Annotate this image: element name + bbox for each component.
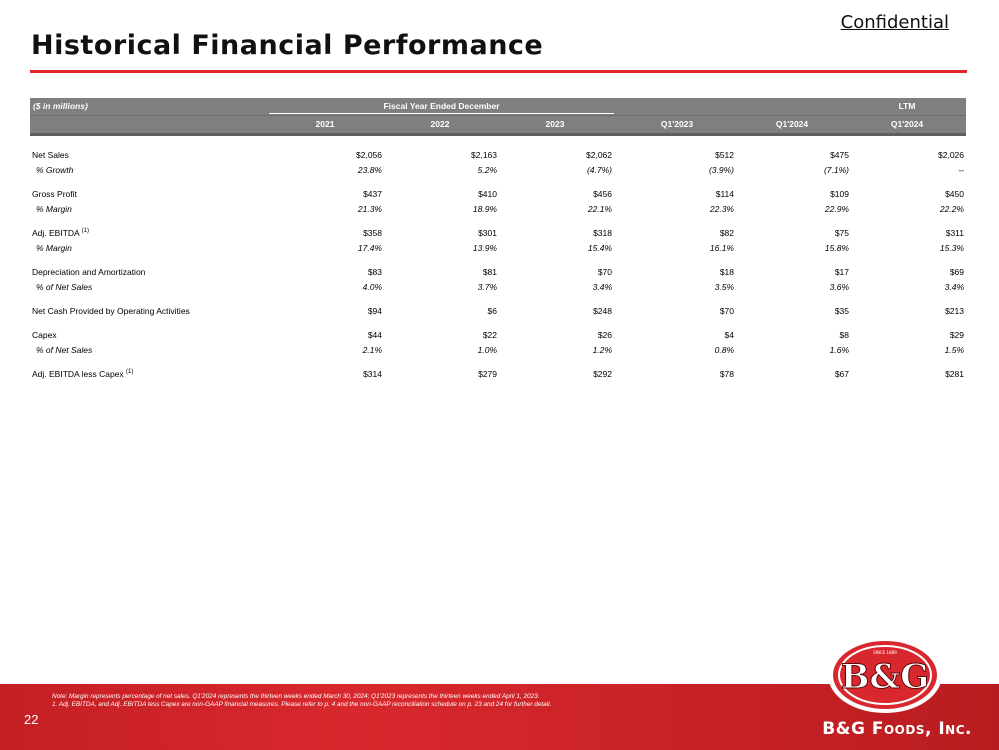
table-row [30,188,966,203]
logo-mark-text: B&G [840,657,930,697]
cell-value: $301 [478,228,497,238]
cell-value: $2,062 [586,150,612,160]
cell-value: $248 [593,306,612,316]
cell-value: 16.1% [709,243,734,253]
table-header-group-row [30,98,966,115]
row-spacer [30,257,966,266]
cell-value: 3.6% [829,282,849,292]
footnote-marker: (1) [126,369,134,375]
cell-value: $512 [715,150,734,160]
table-row [30,203,966,218]
table-row [30,281,966,296]
cell-value: (3.9%) [708,165,734,175]
cell-value: $82 [719,228,734,238]
cell-value: $81 [482,267,497,277]
footnotes [52,693,551,709]
cell-value: $94 [367,306,382,316]
row-spacer [30,359,966,368]
cell-value: $314 [363,369,382,379]
table-row [30,266,966,281]
cell-value: 23.8% [357,165,382,175]
cell-value: 13.9% [472,243,497,253]
table-row [30,329,966,344]
brand-name: B&G Foods, Inc. [822,719,972,739]
cell-value: 18.9% [472,204,497,214]
row-label-text: Net Sales [32,150,69,160]
column-header: Q1'2024 [775,119,809,129]
row-label [32,150,69,160]
cell-value: $358 [363,228,382,238]
table-row [30,368,966,383]
ltm-group-label: LTM [898,101,916,111]
row-label-text: Capex [32,330,57,340]
footnote-marker: (1) [81,228,89,234]
cell-value: $69 [949,267,964,277]
table-column-header-row [30,115,966,133]
row-label [32,189,77,199]
cell-value: $17 [834,267,849,277]
logo-since-text: SINCE 1889 [873,650,897,655]
row-label [32,228,89,238]
cell-value: (7.1%) [823,165,849,175]
table-row [30,242,966,257]
cell-value: $18 [719,267,734,277]
cell-value: $35 [834,306,849,316]
cell-value: $4 [724,330,734,340]
cell-value: 22.2% [939,204,964,214]
cell-value: 21.3% [357,204,382,214]
row-label [32,330,57,340]
cell-value: $8 [839,330,849,340]
units-label: ($ in millions) [33,101,88,111]
cell-value: 5.2% [477,165,497,175]
row-spacer [30,179,966,188]
cell-value: 22.3% [709,204,734,214]
cell-value: 3.4% [944,282,964,292]
cell-value: $213 [945,306,964,316]
row-label [32,369,133,379]
cell-value: $311 [945,228,964,238]
cell-value: $281 [945,369,964,379]
cell-value: $2,163 [471,150,497,160]
cell-value: $2,026 [938,150,964,160]
cell-value: 3.4% [592,282,612,292]
cell-value: 22.1% [587,204,612,214]
column-header: 2023 [545,119,565,129]
footnote-note: Note: Margin represents percentage of net sales. Q1'2024 represents the thirteen weeks ended March 30, 2024; Q1'2023 represents the thirteen weeks ended April 1, 2023. [52,693,540,700]
row-spacer [30,296,966,305]
cell-value: 1.0% [477,345,497,355]
cell-value: 22.9% [824,204,849,214]
cell-value: (4.7%) [586,165,612,175]
row-label-text: % Margin [36,204,72,214]
cell-value: 1.5% [944,345,964,355]
row-label [36,282,92,292]
cell-value: 1.2% [592,345,612,355]
cell-value: $70 [597,267,612,277]
table-row [30,344,966,359]
row-label-text: % of Net Sales [36,282,93,292]
table-body [30,136,966,383]
cell-value: 0.8% [714,345,734,355]
cell-value: 15.8% [824,243,849,253]
cell-value: $2,056 [356,150,382,160]
page-title: Historical Financial Performance [31,30,544,61]
cell-value: -- [958,165,964,175]
cell-value: $26 [597,330,612,340]
cell-value: $67 [834,369,849,379]
column-header: 2021 [315,119,335,129]
cell-value: 4.0% [362,282,382,292]
column-header: Q1'2024 [890,119,924,129]
cell-value: $109 [830,189,849,199]
row-label-text: Depreciation and Amortization [32,267,146,277]
cell-value: $78 [719,369,734,379]
cell-value: $318 [593,228,612,238]
row-label-text: % Margin [36,243,72,253]
row-label-text: % Growth [36,165,74,175]
row-label [32,267,145,277]
cell-value: $450 [945,189,964,199]
cell-value: $456 [593,189,612,199]
cell-value: $83 [367,267,382,277]
confidential-label: Confidential [840,12,949,33]
cell-value: $75 [834,228,849,238]
row-label-text: Adj. EBITDA less Capex [32,369,124,379]
financial-table [30,98,966,383]
footnote-1: 1. Adj. EBITDA, and Adj. EBITDA less Capex are non-GAAP financial measures. Please refer to p. 4 and the non-GAAP reconciliation schedule on p. 23 and 24 for further detail. [52,701,552,708]
page-number: 22 [24,712,39,727]
cell-value: 15.3% [939,243,964,253]
cell-value: $437 [363,189,382,199]
row-label-text: Gross Profit [32,189,77,199]
cell-value: $279 [478,369,497,379]
row-label [36,243,72,253]
table-row [30,149,966,164]
cell-value: $29 [949,330,964,340]
cell-value: $114 [715,189,734,199]
column-header: 2022 [430,119,450,129]
row-label-text: Adj. EBITDA [32,228,80,238]
row-label [36,165,73,175]
bg-foods-logo [826,636,944,714]
table-row [30,227,966,242]
column-header: Q1'2023 [660,119,694,129]
row-label-text: % of Net Sales [36,345,93,355]
row-label-text: Net Cash Provided by Operating Activities [32,306,190,316]
cell-value: 3.5% [714,282,734,292]
cell-value: 17.4% [357,243,382,253]
cell-value: $70 [719,306,734,316]
row-label [36,204,72,214]
cell-value: $410 [478,189,497,199]
table-row [30,164,966,179]
fiscal-year-group-label: Fiscal Year Ended December [383,101,500,111]
row-spacer [30,320,966,329]
table-row [30,305,966,320]
cell-value: $292 [593,369,612,379]
row-label [32,306,190,316]
cell-value: $6 [487,306,497,316]
cell-value: 1.6% [829,345,849,355]
cell-value: $475 [830,150,849,160]
cell-value: 15.4% [587,243,612,253]
cell-value: $22 [482,330,497,340]
row-label [36,345,92,355]
cell-value: 3.7% [477,282,497,292]
cell-value: $44 [367,330,382,340]
row-spacer [30,218,966,227]
title-divider [30,70,967,73]
fiscal-year-underline [269,113,614,114]
cell-value: 2.1% [362,345,382,355]
